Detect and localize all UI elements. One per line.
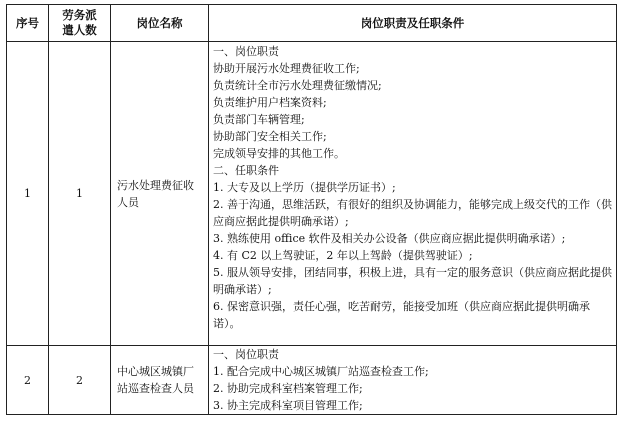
desc-line: 负责部门车辆管理;	[213, 113, 305, 126]
desc-line: 3. 协主完成科室项目管理工作;	[213, 399, 363, 412]
row-count: 2	[49, 346, 111, 415]
row-count: 1	[49, 42, 111, 346]
desc-line: 负责维护用户档案资料;	[213, 96, 327, 109]
header-count-line1: 劳务派	[62, 8, 97, 22]
desc-line: 2. 善于沟通，思维活跃，有很好的组织及协调能力，能够完成上级交代的工作（供应商应据此提供明确承诺）;	[213, 198, 612, 228]
desc-line: 协助部门安全相关工作;	[213, 130, 327, 143]
header-count	[49, 5, 111, 42]
desc-line: 一、岗位职责	[213, 348, 279, 361]
desc-line: 4. 有 C2 以上驾驶证，2 年以上驾龄（提供驾驶证）;	[213, 249, 473, 262]
desc-line: 负责统计全市污水处理费征缴情况;	[213, 79, 382, 92]
header-desc: 岗位职责及任职条件	[209, 5, 617, 42]
desc-line: 3. 熟练使用 office 软件及相关办公设备（供应商应据此提供明确承诺）;	[213, 232, 566, 245]
desc-line: 完成领导安排的其他工作。	[213, 147, 345, 160]
header-post: 岗位名称	[111, 5, 209, 42]
header-no: 序号	[7, 5, 49, 42]
desc-line: 一、岗位职责	[213, 45, 279, 58]
desc-line: 6. 保密意识强，责任心强，吃苦耐劳，能接受加班（供应商应据此提供明确承诺）。	[213, 300, 590, 330]
desc-line: 2. 协助完成科室档案管理工作;	[213, 382, 363, 395]
desc-line: 二、任职条件	[213, 164, 279, 177]
desc-line: 5. 服从领导安排，团结同事，积极上进，具有一定的服务意识（供应商应据此提供明确承诺）;	[213, 266, 612, 296]
job-table	[6, 4, 617, 415]
row-no: 2	[7, 346, 49, 415]
row-post: 污水处理费征收人员	[111, 42, 209, 346]
row-desc	[209, 346, 617, 415]
row-post: 中心城区城镇厂站巡查检查人员	[111, 346, 209, 415]
table-header-row	[7, 5, 617, 42]
row-no: 1	[7, 42, 49, 346]
desc-line: 1. 大专及以上学历（提供学历证书）;	[213, 181, 396, 194]
header-count-line2: 遣人数	[62, 23, 97, 37]
desc-line: 协助开展污水处理费征收工作;	[213, 62, 360, 75]
row-desc	[209, 42, 617, 346]
table-row	[7, 42, 617, 346]
table-row	[7, 346, 617, 415]
desc-line: 1. 配合完成中心城区城镇厂站巡查检查工作;	[213, 365, 429, 378]
